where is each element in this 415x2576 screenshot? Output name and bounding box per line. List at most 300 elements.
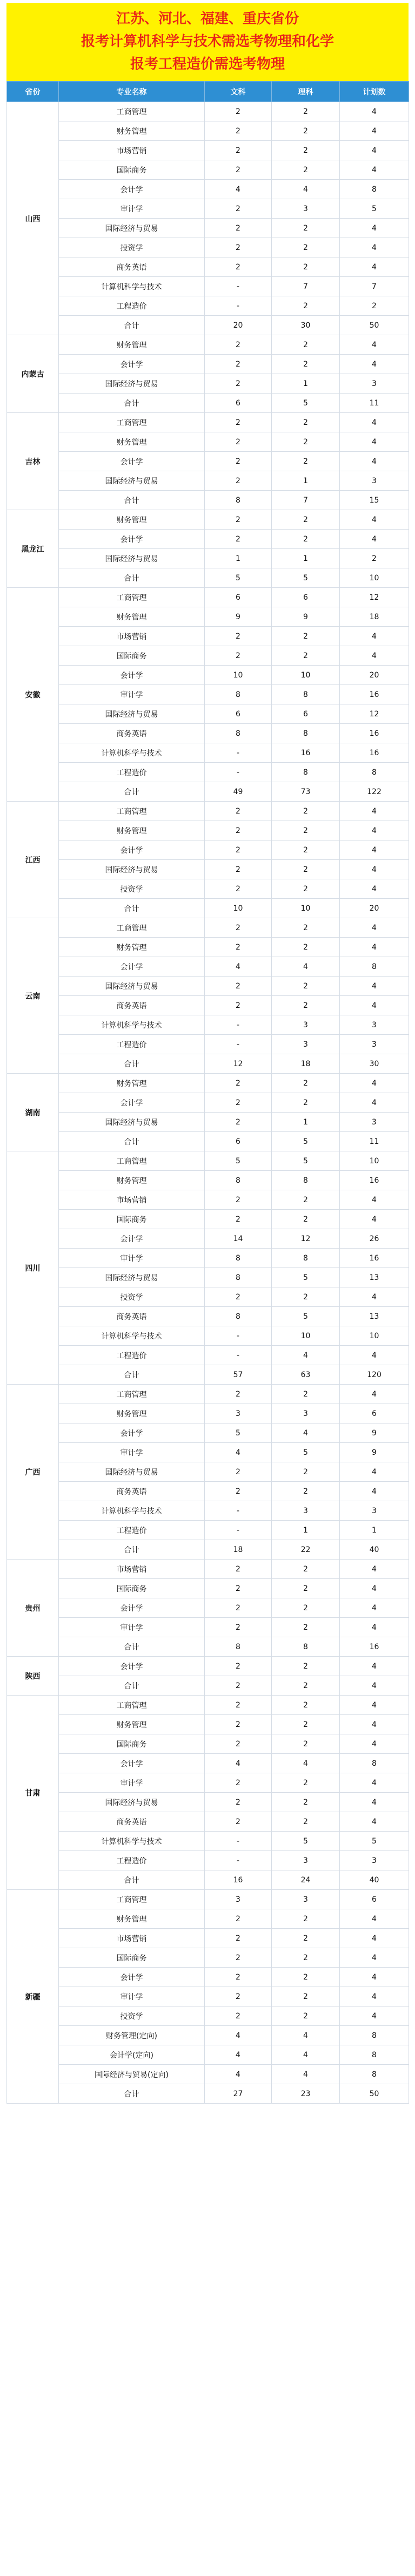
plan-count-cell: 4 (340, 1093, 409, 1113)
liberal-arts-cell: 2 (205, 840, 272, 860)
plan-count-cell: 4 (340, 257, 409, 277)
science-cell: 8 (272, 1171, 340, 1190)
plan-count-cell: 4 (340, 102, 409, 121)
table-total-row (7, 1637, 409, 1657)
science-cell: 1 (272, 549, 340, 568)
science-cell: 5 (272, 1443, 340, 1462)
table-row (7, 840, 409, 860)
table-row (7, 1346, 409, 1365)
major-cell: 工程造价 (59, 1851, 205, 1870)
major-cell: 国际经济与贸易(定向) (59, 2065, 205, 2084)
liberal-arts-cell: - (205, 1035, 272, 1054)
plan-count-cell: 26 (340, 1229, 409, 1249)
plan-count-cell: 16 (340, 724, 409, 743)
table-row (7, 432, 409, 452)
province-cell: 湖南 (7, 1074, 59, 1151)
plan-count-cell: 5 (340, 199, 409, 219)
science-cell: 2 (272, 335, 340, 355)
liberal-arts-cell: 8 (205, 491, 272, 510)
science-cell: 4 (272, 1346, 340, 1365)
liberal-arts-cell: 6 (205, 1132, 272, 1151)
plan-count-cell: 4 (340, 219, 409, 238)
major-cell: 国际经济与贸易 (59, 1462, 205, 1482)
table-row (7, 1812, 409, 1832)
liberal-arts-cell: 2 (205, 821, 272, 840)
plan-count-cell: 4 (340, 121, 409, 141)
science-cell: 7 (272, 491, 340, 510)
table-row (7, 1423, 409, 1443)
table-row (7, 1618, 409, 1637)
table-row (7, 1482, 409, 1501)
province-cell: 新疆 (7, 1890, 59, 2104)
major-cell: 工商管理 (59, 102, 205, 121)
table-row (7, 199, 409, 219)
liberal-arts-cell: 4 (205, 1443, 272, 1462)
table-row (7, 821, 409, 840)
major-cell: 财务管理(定向) (59, 2026, 205, 2045)
liberal-arts-cell: 5 (205, 568, 272, 588)
table-row (7, 666, 409, 685)
liberal-arts-cell: 2 (205, 1657, 272, 1676)
major-cell: 工程造价 (59, 1346, 205, 1365)
science-cell: 2 (272, 530, 340, 549)
science-cell: 3 (272, 1035, 340, 1054)
science-cell: 2 (272, 1598, 340, 1618)
science-cell: 5 (272, 1832, 340, 1851)
liberal-arts-cell: 2 (205, 1812, 272, 1832)
table-row (7, 180, 409, 199)
liberal-arts-cell: 6 (205, 588, 272, 607)
plan-count-cell: 4 (340, 1696, 409, 1715)
major-cell: 财务管理 (59, 121, 205, 141)
table-total-row (7, 1365, 409, 1385)
major-cell: 国际经济与贸易 (59, 1793, 205, 1812)
table-total-row (7, 1870, 409, 1890)
science-cell: 2 (272, 1909, 340, 1929)
table-row (7, 238, 409, 257)
major-cell: 财务管理 (59, 821, 205, 840)
science-cell: 2 (272, 1696, 340, 1715)
province-cell: 陕西 (7, 1657, 59, 1696)
science-cell: 4 (272, 2026, 340, 2045)
major-cell: 审计学 (59, 1249, 205, 1268)
science-cell: 2 (272, 102, 340, 121)
major-cell: 投资学 (59, 879, 205, 899)
major-cell: 财务管理 (59, 510, 205, 530)
major-cell: 会计学 (59, 1423, 205, 1443)
table-row (7, 549, 409, 568)
plan-count-cell: 20 (340, 899, 409, 918)
science-cell: 16 (272, 743, 340, 763)
liberal-arts-cell: 57 (205, 1365, 272, 1385)
liberal-arts-cell: 2 (205, 257, 272, 277)
major-cell: 工商管理 (59, 413, 205, 432)
plan-count-cell: 4 (340, 1734, 409, 1754)
science-cell: 2 (272, 1560, 340, 1579)
liberal-arts-cell: 5 (205, 1151, 272, 1171)
plan-count-cell: 2 (340, 296, 409, 316)
major-cell: 计算机科学与技术 (59, 1501, 205, 1521)
plan-count-cell: 3 (340, 471, 409, 491)
liberal-arts-cell: 2 (205, 1093, 272, 1113)
table-row (7, 977, 409, 996)
table-row (7, 1015, 409, 1035)
table-row (7, 1171, 409, 1190)
table-row (7, 452, 409, 471)
science-cell: 4 (272, 180, 340, 199)
major-cell: 财务管理 (59, 1909, 205, 1929)
liberal-arts-cell: 2 (205, 1190, 272, 1210)
liberal-arts-cell: 3 (205, 1404, 272, 1423)
plan-count-cell: 4 (340, 627, 409, 646)
science-cell: 2 (272, 1618, 340, 1637)
liberal-arts-cell: - (205, 277, 272, 296)
plan-count-cell: 4 (340, 1287, 409, 1307)
table-row (7, 704, 409, 724)
table-row (7, 1560, 409, 1579)
major-cell: 商务英语 (59, 724, 205, 743)
major-cell: 审计学 (59, 199, 205, 219)
table-row (7, 296, 409, 316)
plan-count-cell: 4 (340, 1715, 409, 1734)
science-cell: 2 (272, 510, 340, 530)
table-header-row (7, 82, 409, 102)
major-cell: 合计 (59, 394, 205, 413)
major-cell: 计算机科学与技术 (59, 743, 205, 763)
liberal-arts-cell: 2 (205, 1560, 272, 1579)
science-cell: 2 (272, 141, 340, 160)
major-cell: 国际经济与贸易 (59, 471, 205, 491)
science-cell: 1 (272, 471, 340, 491)
table-total-row (7, 1676, 409, 1696)
science-cell: 12 (272, 1229, 340, 1249)
major-cell: 国际经济与贸易 (59, 1268, 205, 1287)
liberal-arts-cell: 2 (205, 1773, 272, 1793)
science-cell: 8 (272, 685, 340, 704)
liberal-arts-cell: 2 (205, 1385, 272, 1404)
province-cell: 甘肃 (7, 1696, 59, 1890)
science-cell: 2 (272, 1287, 340, 1307)
province-cell: 黑龙江 (7, 510, 59, 588)
liberal-arts-cell: 9 (205, 607, 272, 627)
table-row (7, 646, 409, 666)
table-row (7, 141, 409, 160)
plan-count-cell: 4 (340, 977, 409, 996)
plan-count-cell: 4 (340, 1074, 409, 1093)
major-cell: 合计 (59, 782, 205, 802)
science-cell: 18 (272, 1054, 340, 1074)
plan-count-cell: 13 (340, 1268, 409, 1287)
plan-count-cell: 10 (340, 1326, 409, 1346)
liberal-arts-cell: 2 (205, 1598, 272, 1618)
plan-count-cell: 16 (340, 1637, 409, 1657)
science-cell: 4 (272, 957, 340, 977)
table-row (7, 1696, 409, 1715)
table-row (7, 743, 409, 763)
plan-count-cell: 4 (340, 1929, 409, 1948)
plan-count-cell: 4 (340, 1385, 409, 1404)
table-row (7, 413, 409, 432)
science-cell: 2 (272, 821, 340, 840)
science-cell: 3 (272, 1404, 340, 1423)
science-cell: 3 (272, 1015, 340, 1035)
science-cell: 2 (272, 802, 340, 821)
plan-count-cell: 18 (340, 607, 409, 627)
science-cell: 2 (272, 257, 340, 277)
header-line-1: 江苏、河北、福建、重庆省份 (116, 11, 299, 27)
major-cell: 会计学 (59, 1093, 205, 1113)
science-cell: 8 (272, 1249, 340, 1268)
table-row (7, 1113, 409, 1132)
science-cell: 2 (272, 1579, 340, 1598)
liberal-arts-cell: 3 (205, 1890, 272, 1909)
table-row (7, 510, 409, 530)
liberal-arts-cell: 2 (205, 355, 272, 374)
major-cell: 会计学 (59, 666, 205, 685)
liberal-arts-cell: 2 (205, 2006, 272, 2026)
major-cell: 市场营销 (59, 141, 205, 160)
table-row (7, 1462, 409, 1482)
table-row (7, 724, 409, 743)
table-total-row (7, 899, 409, 918)
table-row (7, 530, 409, 549)
science-cell: 4 (272, 2065, 340, 2084)
table-row (7, 355, 409, 374)
table-row (7, 121, 409, 141)
table-row (7, 1501, 409, 1521)
plan-count-cell: 4 (340, 1210, 409, 1229)
table-row (7, 160, 409, 180)
table-row (7, 277, 409, 296)
science-cell: 2 (272, 1773, 340, 1793)
science-cell: 1 (272, 1113, 340, 1132)
major-cell: 审计学 (59, 1443, 205, 1462)
plan-count-cell: 3 (340, 1035, 409, 1054)
science-cell: 10 (272, 666, 340, 685)
major-cell: 合计 (59, 1676, 205, 1696)
science-cell: 5 (272, 1307, 340, 1326)
liberal-arts-cell: 2 (205, 1287, 272, 1307)
plan-count-cell: 8 (340, 1754, 409, 1773)
liberal-arts-cell: 2 (205, 471, 272, 491)
table-row (7, 2026, 409, 2045)
table-row (7, 2006, 409, 2026)
major-cell: 工商管理 (59, 802, 205, 821)
major-cell: 会计学(定向) (59, 2045, 205, 2065)
table-row (7, 102, 409, 121)
plan-count-cell: 4 (340, 1190, 409, 1210)
science-cell: 2 (272, 1210, 340, 1229)
table-row (7, 2045, 409, 2065)
liberal-arts-cell: 2 (205, 1210, 272, 1229)
table-total-row (7, 782, 409, 802)
major-cell: 工商管理 (59, 1151, 205, 1171)
plan-count-cell: 8 (340, 2065, 409, 2084)
plan-count-cell: 9 (340, 1443, 409, 1462)
table-row (7, 685, 409, 704)
plan-count-cell: 16 (340, 1249, 409, 1268)
major-cell: 国际经济与贸易 (59, 860, 205, 879)
science-cell: 3 (272, 1890, 340, 1909)
major-cell: 国际商务 (59, 160, 205, 180)
science-cell: 24 (272, 1870, 340, 1890)
major-cell: 国际经济与贸易 (59, 704, 205, 724)
table-row (7, 1307, 409, 1326)
science-cell: 2 (272, 1812, 340, 1832)
liberal-arts-cell: 2 (205, 374, 272, 394)
major-cell: 投资学 (59, 238, 205, 257)
major-cell: 国际经济与贸易 (59, 549, 205, 568)
liberal-arts-cell: 18 (205, 1540, 272, 1560)
major-cell: 合计 (59, 491, 205, 510)
liberal-arts-cell: 10 (205, 666, 272, 685)
plan-count-cell: 4 (340, 938, 409, 957)
province-cell: 内蒙古 (7, 335, 59, 413)
major-cell: 合计 (59, 1132, 205, 1151)
science-cell: 2 (272, 1948, 340, 1968)
table-total-row (7, 491, 409, 510)
header-major: 专业名称 (59, 82, 205, 102)
liberal-arts-cell: 2 (205, 879, 272, 899)
plan-count-cell: 4 (340, 1909, 409, 1929)
science-cell: 1 (272, 374, 340, 394)
liberal-arts-cell: 2 (205, 413, 272, 432)
plan-count-cell: 9 (340, 1423, 409, 1443)
science-cell: 2 (272, 1734, 340, 1754)
liberal-arts-cell: 6 (205, 394, 272, 413)
liberal-arts-cell: - (205, 1326, 272, 1346)
science-cell: 2 (272, 1676, 340, 1696)
liberal-arts-cell: 2 (205, 1715, 272, 1734)
liberal-arts-cell: 2 (205, 1929, 272, 1948)
science-cell: 6 (272, 704, 340, 724)
table-row (7, 1249, 409, 1268)
science-cell: 1 (272, 1521, 340, 1540)
header-plan-count: 计划数 (340, 82, 409, 102)
province-cell: 四川 (7, 1151, 59, 1385)
major-cell: 商务英语 (59, 996, 205, 1015)
plan-count-cell: 30 (340, 1054, 409, 1074)
science-cell: 8 (272, 763, 340, 782)
plan-count-cell: 4 (340, 413, 409, 432)
liberal-arts-cell: 2 (205, 996, 272, 1015)
liberal-arts-cell: 8 (205, 1307, 272, 1326)
major-cell: 计算机科学与技术 (59, 277, 205, 296)
major-cell: 会计学 (59, 180, 205, 199)
table-row (7, 918, 409, 938)
table-row (7, 1443, 409, 1462)
major-cell: 国际商务 (59, 1210, 205, 1229)
science-cell: 9 (272, 607, 340, 627)
science-cell: 8 (272, 1637, 340, 1657)
major-cell: 工商管理 (59, 918, 205, 938)
science-cell: 2 (272, 238, 340, 257)
major-cell: 审计学 (59, 1987, 205, 2006)
major-cell: 市场营销 (59, 1190, 205, 1210)
plan-count-cell: 3 (340, 1501, 409, 1521)
plan-count-cell: 16 (340, 743, 409, 763)
liberal-arts-cell: 2 (205, 1734, 272, 1754)
liberal-arts-cell: - (205, 763, 272, 782)
plan-count-cell: 4 (340, 1598, 409, 1618)
major-cell: 财务管理 (59, 1715, 205, 1734)
major-cell: 计算机科学与技术 (59, 1326, 205, 1346)
plan-count-cell: 5 (340, 1832, 409, 1851)
science-cell: 2 (272, 1793, 340, 1812)
table-row (7, 1210, 409, 1229)
liberal-arts-cell: - (205, 743, 272, 763)
plan-count-cell: 4 (340, 1948, 409, 1968)
liberal-arts-cell: 4 (205, 2026, 272, 2045)
major-cell: 合计 (59, 2084, 205, 2104)
major-cell: 合计 (59, 1540, 205, 1560)
province-cell: 广西 (7, 1385, 59, 1560)
science-cell: 2 (272, 1987, 340, 2006)
table-row (7, 471, 409, 491)
header-line-2: 报考计算机科学与技术需选考物理和化学 (81, 33, 334, 50)
plan-count-cell: 16 (340, 685, 409, 704)
liberal-arts-cell: 8 (205, 1171, 272, 1190)
science-cell: 7 (272, 277, 340, 296)
liberal-arts-cell: 2 (205, 238, 272, 257)
liberal-arts-cell: 49 (205, 782, 272, 802)
major-cell: 会计学 (59, 1968, 205, 1987)
plan-count-cell: 4 (340, 821, 409, 840)
plan-count-cell: 3 (340, 1015, 409, 1035)
science-cell: 3 (272, 1501, 340, 1521)
major-cell: 会计学 (59, 530, 205, 549)
major-cell: 财务管理 (59, 1074, 205, 1093)
province-cell: 云南 (7, 918, 59, 1074)
major-cell: 财务管理 (59, 1404, 205, 1423)
major-cell: 国际商务 (59, 646, 205, 666)
science-cell: 2 (272, 355, 340, 374)
liberal-arts-cell: 2 (205, 141, 272, 160)
liberal-arts-cell: - (205, 1851, 272, 1870)
science-cell: 2 (272, 1968, 340, 1987)
plan-count-cell: 4 (340, 1618, 409, 1637)
table-row (7, 1851, 409, 1870)
major-cell: 工程造价 (59, 296, 205, 316)
science-cell: 2 (272, 627, 340, 646)
plan-count-cell: 12 (340, 704, 409, 724)
liberal-arts-cell: 2 (205, 199, 272, 219)
table-row (7, 1890, 409, 1909)
science-cell: 5 (272, 1268, 340, 1287)
header-banner (6, 3, 409, 81)
major-cell: 财务管理 (59, 335, 205, 355)
plan-count-cell: 4 (340, 238, 409, 257)
liberal-arts-cell: 8 (205, 1268, 272, 1287)
major-cell: 国际经济与贸易 (59, 374, 205, 394)
plan-count-cell: 11 (340, 394, 409, 413)
liberal-arts-cell: 4 (205, 2045, 272, 2065)
major-cell: 商务英语 (59, 1307, 205, 1326)
plan-count-cell: 4 (340, 510, 409, 530)
table-row (7, 1987, 409, 2006)
liberal-arts-cell: 27 (205, 2084, 272, 2104)
plan-count-cell: 4 (340, 1676, 409, 1696)
plan-count-cell: 4 (340, 1987, 409, 2006)
science-cell: 2 (272, 879, 340, 899)
science-cell: 5 (272, 394, 340, 413)
liberal-arts-cell: 6 (205, 704, 272, 724)
major-cell: 合计 (59, 568, 205, 588)
science-cell: 10 (272, 899, 340, 918)
table-row (7, 1773, 409, 1793)
liberal-arts-cell: 2 (205, 646, 272, 666)
table-row (7, 1074, 409, 1093)
